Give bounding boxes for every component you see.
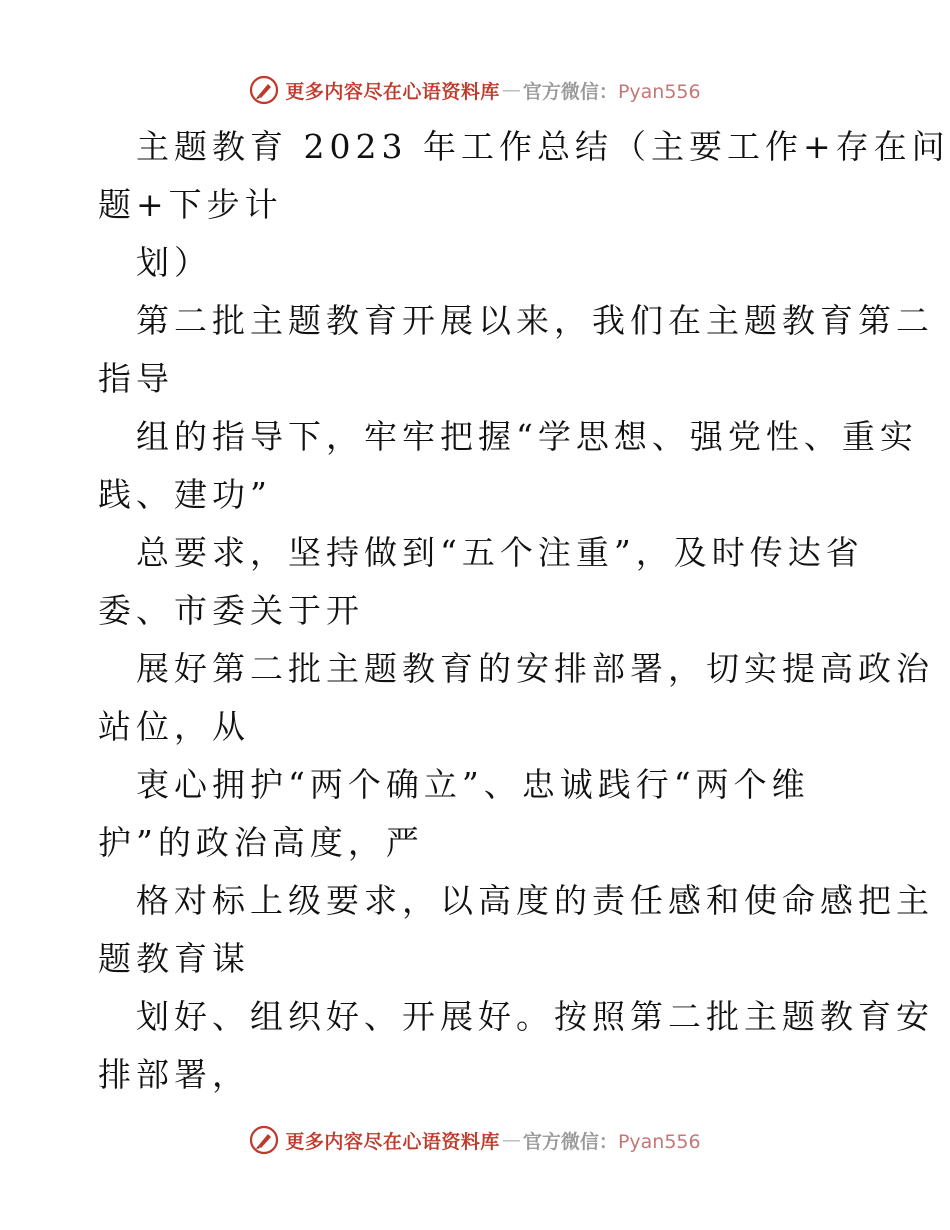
text-line: 排部署， <box>98 1055 250 1094</box>
text-line: 委、市委关于开 <box>98 591 364 630</box>
text-line: 第二批主题教育开展以来，我们在主题教育第二 <box>136 301 934 340</box>
watermark-contact-label: 官方微信： <box>522 80 618 103</box>
text-line: 展好第二批主题教育的安排部署，切实提高政治 <box>136 649 934 688</box>
text-line: 站位，从 <box>98 707 250 746</box>
text-line: 践、建功” <box>98 475 272 514</box>
text-line: 题教育谋 <box>98 939 250 978</box>
watermark-dash: — <box>501 79 521 101</box>
document-body <box>98 118 950 1104</box>
watermark-contact-id: Pyan556 <box>617 80 701 103</box>
text-line: 划） <box>136 243 212 282</box>
watermark-brand-text: 更多内容尽在心语资料库 <box>285 1130 500 1153</box>
text-line: 护”的政治高度，严 <box>98 823 424 862</box>
watermark-contact <box>523 77 701 104</box>
text-line: 总要求，坚持做到“五个注重”，及时传达省 <box>136 533 864 572</box>
text-line: 划好、组织好、开展好。按照第二批主题教育安 <box>136 997 934 1036</box>
footer-watermark <box>0 1122 950 1158</box>
text-line: 主题教育 2023 年工作总结（主要工作+存在问 <box>136 127 950 166</box>
pen-logo-icon <box>249 75 279 105</box>
watermark-contact-id: Pyan556 <box>617 1130 701 1153</box>
text-line: 题+下步计 <box>98 185 283 224</box>
watermark-contact <box>523 1127 701 1154</box>
watermark-dash: — <box>501 1129 521 1151</box>
watermark-brand-text: 更多内容尽在心语资料库 <box>285 80 500 103</box>
watermark-contact-label: 官方微信： <box>522 1130 618 1153</box>
text-line: 组的指导下，牢牢把握“学思想、强党性、重实 <box>136 417 918 456</box>
header-watermark <box>0 72 950 108</box>
text-line: 衷心拥护“两个确立”、忠诚践行“两个维 <box>136 765 810 804</box>
text-line: 格对标上级要求，以高度的责任感和使命感把主 <box>136 881 934 920</box>
text-line: 指导 <box>98 359 174 398</box>
pen-logo-icon <box>249 1125 279 1155</box>
